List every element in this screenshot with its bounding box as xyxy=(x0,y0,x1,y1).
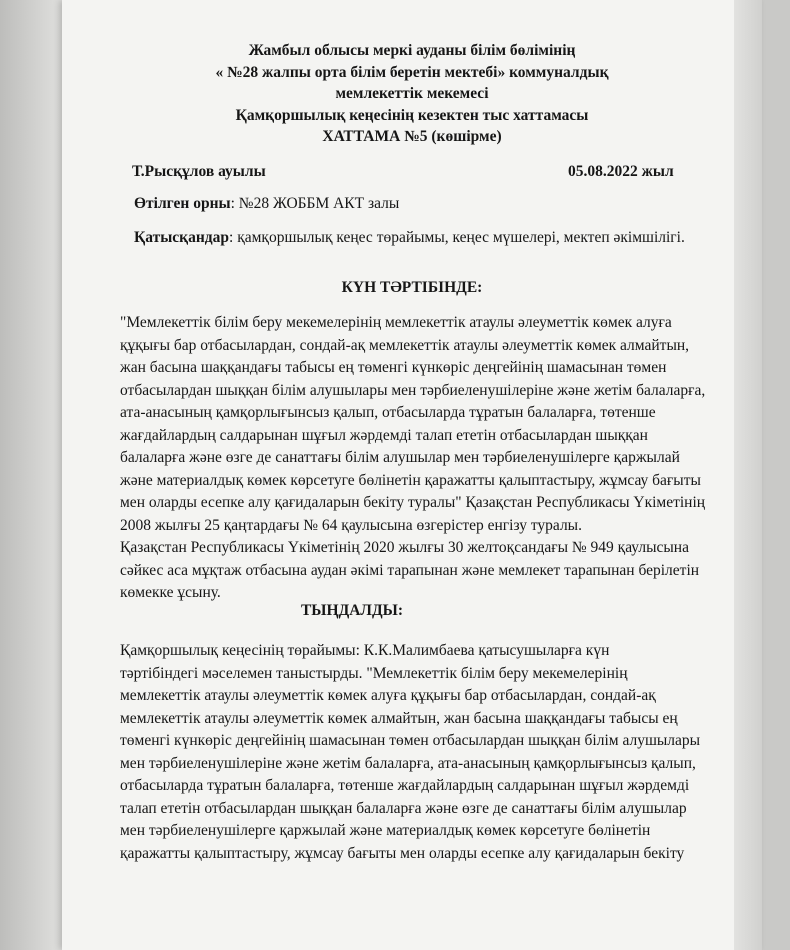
agenda-line: сәйкес аса мұқтаж отбасына аудан әкімі тарапынан және мемлекет тарапынан берілетін xyxy=(120,561,700,579)
agenda-line: 2008 жылғы 25 қаңтардағы № 64 қаулысына өзгерістер енгізу туралы. xyxy=(120,516,582,534)
heard-title: ТЫҢДАЛДЫ: xyxy=(300,602,404,619)
agenda-line: және материалдық көмек көрсетуге бөлінетін қаражатты қалыптастыру, жұмсау бағыты xyxy=(120,471,701,489)
heard-line: отбасыларда тұратын балаларға, төтенше жағдайлардың салдарынан шұғыл жәрдемді xyxy=(120,777,690,794)
agenda-line: көмекке ұсыну. xyxy=(120,584,221,601)
agenda-line: құқығы бар отбасылардан, сондай-ақ мемлекеттік атаулы әлеуметтік көмек алмайтын, xyxy=(120,336,690,354)
heard-line: Қамқоршылық кеңесінің төрайымы: К.К.Малимбаева қатысушыларға күн xyxy=(120,642,610,659)
participants-value: : қамқоршылық кеңес төрайымы, кеңес мүшелері, мектеп әкімшілігі. xyxy=(229,229,685,246)
heard-line: тәртібіндегі мәселемен таныстырды. "Мемлекеттік білім беру мекемелерінің xyxy=(120,664,628,682)
heard-text xyxy=(120,640,740,865)
agenda-text xyxy=(120,312,740,605)
heard-line: мен тәрбиеленушілерге қаржылай және материалдық көмек көрсетуге бөлінетін xyxy=(120,822,651,839)
heard-line: мемлекеттік атаулы әлеуметтік көмек алмайтын, жан басына шаққандағы табысы ең xyxy=(120,709,678,727)
header-line-5: ХАТТАМА №5 (көшірме) xyxy=(322,128,502,145)
agenda-line: жан басына шаққандағы табысы ең төменгі күнкөріс деңгейінің шамасынан төмен xyxy=(120,359,667,376)
heard-line: мен тәрбиеленушілеріне және жетім балаларға, ата-анасының қамқорлығынсыз қалып, xyxy=(120,754,696,772)
header-line-3: мемлекеттік мекемесі xyxy=(335,85,489,102)
document-page xyxy=(62,0,762,950)
heard-line: талап ететін отбасылардан шыққан балаларға және өзге де санаттағы білім алушылар xyxy=(120,799,687,817)
agenda-line: мен оларды есепке алу қағидаларын бекіту туралы" Қазақстан Республикасы Үкіметінің xyxy=(120,494,706,511)
agenda-title: КҮН ТӘРТІБІНДЕ: xyxy=(341,279,483,296)
heard-line: қаражатты қалыптастыру, жұмсау бағыты мен оларды есепке алу қағидаларын бекіту xyxy=(120,844,685,862)
agenda-line: балаларға және өзге де санаттағы білім алушылар мен тәрбиеленушілерге қаржылай xyxy=(120,449,680,466)
venue-row xyxy=(134,195,399,213)
participants-label: Қатысқандар xyxy=(134,229,230,246)
agenda-line: отбасылардан шыққан білім алушылары мен тәрбиеленушілеріне және жетім балаларға, xyxy=(120,381,706,399)
heard-line: төменгі күнкөріс деңгейінің шамасынан төмен отбасылардан шыққан білім алушылары xyxy=(120,732,701,749)
venue-value: : №28 ЖОББМ АКТ залы xyxy=(230,195,400,212)
header-line-4: Қамқоршылық кеңесінің кезектен тыс хаттамасы xyxy=(235,106,589,124)
agenda-line: "Мемлекеттік білім беру мекемелерінің мемлекеттік атаулы әлеуметтік көмек алуға xyxy=(120,314,672,331)
participants-row xyxy=(134,229,685,247)
agenda-line: Қазақстан Республикасы Үкіметінің 2020 жылғы 30 желтоқсандағы № 949 қаулысына xyxy=(120,539,689,556)
venue-label: Өтілген орны xyxy=(134,195,231,212)
agenda-line: жағдайлардың салдарынан шұғыл жәрдемді талап ететін отбасылардан шыққан xyxy=(120,426,648,444)
heard-line: мемлекеттік атаулы әлеуметтік көмек алуға құқығы бар отбасылардан, сондай-ақ xyxy=(120,687,656,704)
document-header xyxy=(62,40,762,148)
scan-left-margin xyxy=(0,0,62,950)
agenda-line: ата-анасының қамқорлығынсыз қалып, отбасыларда тұратын балаларға, төтенше xyxy=(120,404,656,421)
header-line-1: Жамбыл облысы меркі ауданы білім бөлімінің xyxy=(248,42,576,59)
place: Т.Рысқұлов ауылы xyxy=(132,163,266,180)
date: 05.08.2022 жыл xyxy=(568,163,674,180)
header-line-2: « №28 жалпы орта білім беретін мектебі» коммуналдық xyxy=(215,63,609,81)
